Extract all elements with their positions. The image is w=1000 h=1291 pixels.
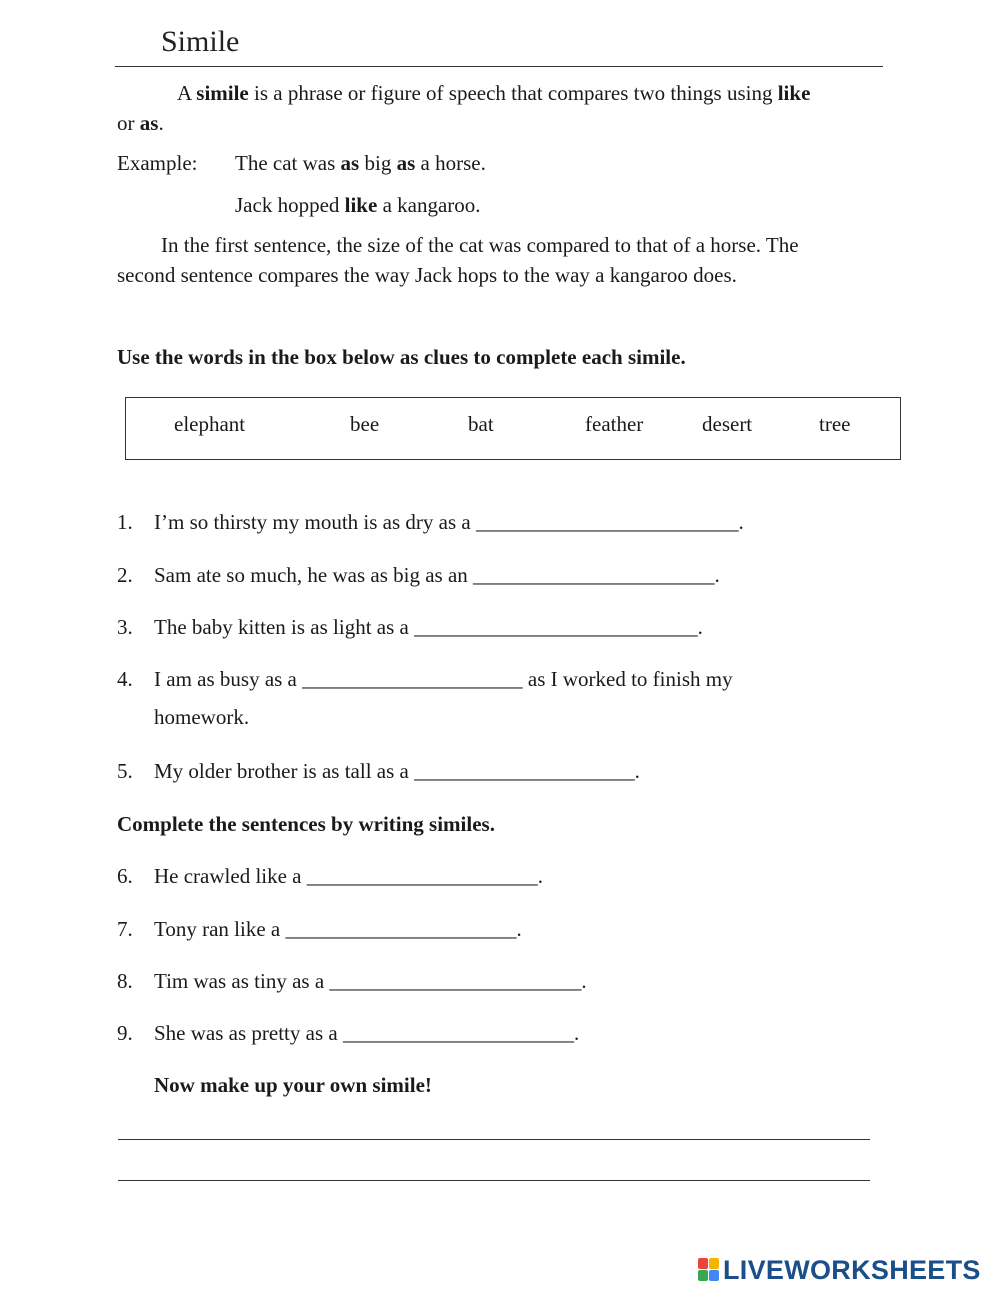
title-divider [115,66,883,67]
liveworksheets-logo-icon [698,1258,720,1282]
instruction-word-box: Use the words in the box below as clues to complete each simile. [117,345,686,369]
word-box-item: bee [350,412,380,436]
answer-line[interactable] [118,1180,870,1181]
question-number: 9. [117,1021,133,1045]
logo-tile [709,1258,719,1269]
example-sentence-1: The cat was as big as a horse. [235,151,486,175]
logo-tile [698,1258,708,1269]
word-box-item: desert [702,412,753,436]
word-box-item: tree [819,412,851,436]
question-text[interactable]: She was as pretty as a ______________________. [154,1021,580,1045]
question-number: 5. [117,759,133,783]
word-box-item: bat [468,412,494,436]
question-number: 7. [117,917,133,941]
question-number: 3. [117,615,133,639]
question-text[interactable]: My older brother is as tall as a _____________________. [154,759,640,783]
word-box-item: elephant [174,412,246,436]
question-text[interactable]: Sam ate so much, he was as big as an _______________________. [154,563,720,587]
question-number: 6. [117,864,133,888]
question-text[interactable]: Tim was as tiny as a ________________________. [154,969,587,993]
logo-tile [698,1270,708,1281]
question-number: 1. [117,510,133,534]
question-number: 2. [117,563,133,587]
question-text-continued: homework. [154,705,250,729]
answer-line[interactable] [118,1139,870,1140]
page-title: Simile [161,25,240,58]
word-box-item: feather [585,412,644,436]
explanation-line-2: second sentence compares the way Jack hops to the way a kangaroo does. [117,263,737,287]
question-text[interactable]: I’m so thirsty my mouth is as dry as a _________________________. [154,510,744,534]
logo-tile [709,1270,719,1281]
question-text[interactable]: The baby kitten is as light as a ___________________________. [154,615,703,639]
question-text[interactable]: He crawled like a ______________________. [154,864,544,888]
question-number: 4. [117,667,133,691]
watermark [698,1255,981,1285]
instruction-own-simile: Now make up your own simile! [154,1073,432,1097]
instruction-write-similes: Complete the sentences by writing similes. [117,812,495,836]
watermark-text: LIVEWORKSHEETS [723,1254,981,1285]
question-text[interactable]: I am as busy as a _____________________ as I worked to finish my [154,667,733,691]
definition-line-1: A simile is a phrase or figure of speech that compares two things using like [177,81,811,105]
example-sentence-2: Jack hopped like a kangaroo. [235,193,481,217]
definition-line-2: or as. [117,111,164,135]
explanation-line-1: In the first sentence, the size of the cat was compared to that of a horse. The [161,233,799,257]
example-label: Example: [117,151,198,175]
question-number: 8. [117,969,133,993]
question-text[interactable]: Tony ran like a ______________________. [154,917,522,941]
